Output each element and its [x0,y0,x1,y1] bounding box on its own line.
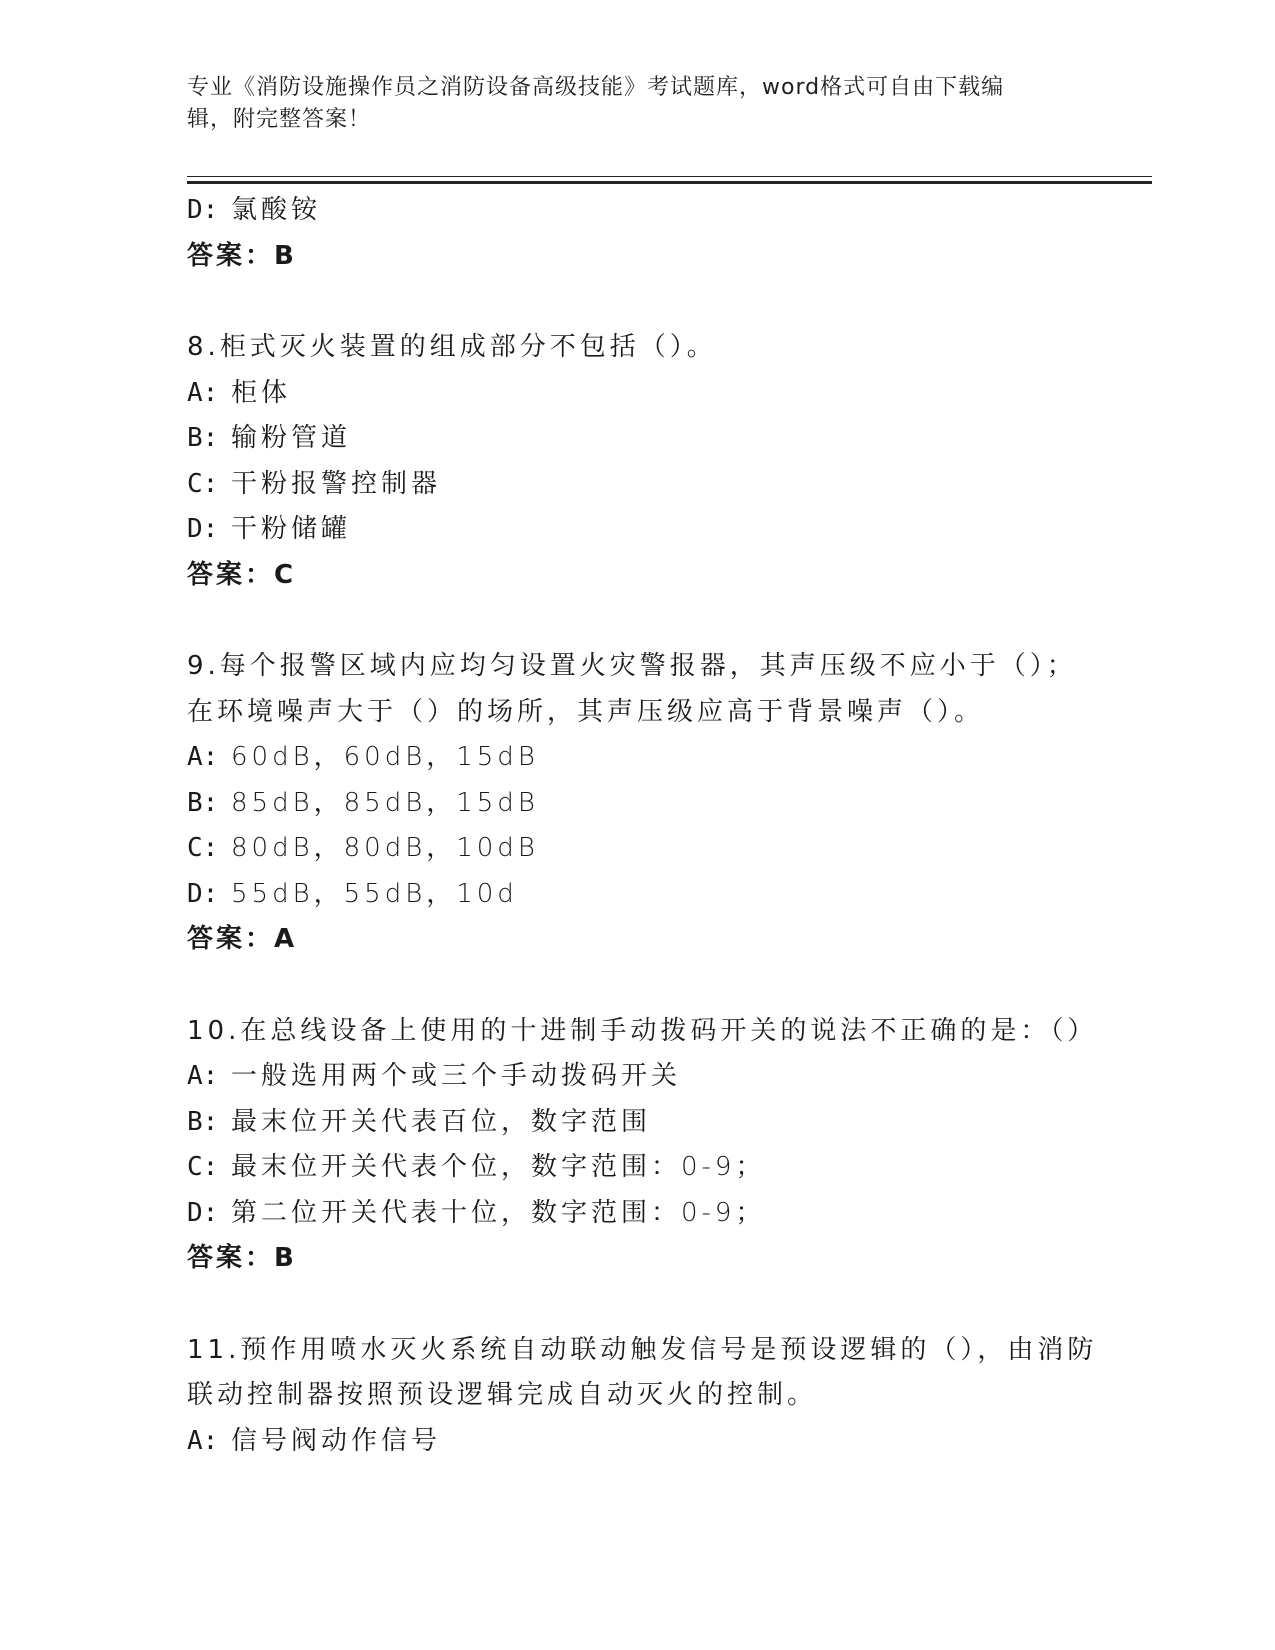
answer-line: 答案：A [187,924,298,954]
option-row [187,188,1087,234]
header-line-1: 专业《消防设施操作员之消防设备高级技能》考试题库，word格式可自由下载编 [187,75,1005,100]
option-row [187,826,1087,872]
question-text: 联动控制器按照预设逻辑完成自动灭火的控制。 [187,1380,818,1410]
option-label: B: [187,787,219,818]
option-row [187,1419,1087,1465]
question-text: 10.在总线设备上使用的十进制手动拨码开关的说法不正确的是：（） [187,1015,1098,1046]
option-label: D: [187,514,219,544]
option-label: C: [187,833,219,863]
option-label: B: [187,423,219,453]
question-block [187,1009,1098,1282]
option-label: D: [187,195,219,225]
header-line-2: 辑，附完整答案！ [187,107,372,132]
option-text: 最末位开关代表个位，数字范围：0-9； [231,1152,766,1182]
option-row [187,781,1087,827]
option-label: D: [187,878,219,909]
option-text: 80dB，80dB，10dB [231,833,539,863]
question-block [187,325,1087,598]
option-text: 第二位开关代表十位，数字范围：0-9； [231,1197,766,1228]
question-block [187,644,1087,963]
option-row [187,462,1087,508]
option-row [187,1145,1087,1191]
question-block [187,188,1087,279]
option-text: 输粉管道 [231,423,352,453]
spacer [187,279,1087,325]
option-label: A: [187,1425,219,1456]
question-text: 在环境噪声大于（）的场所，其声压级应高于背景噪声（）。 [187,696,985,727]
spacer [187,963,1087,1009]
option-text: 氯酸铵 [231,195,322,225]
question-text: 11.预作用喷水灭火系统自动联动触发信号是预设逻辑的（），由消防 [187,1334,1098,1365]
document-header [187,72,1087,136]
question-text: 9.每个报警区域内应均匀设置火灾警报器，其声压级不应小于（）； [187,651,1077,681]
option-label: A: [187,377,219,408]
answer-line: 答案：C [187,559,297,590]
option-text: 一般选用两个或三个手动拨码开关 [231,1061,682,1091]
option-text: 柜体 [231,377,292,408]
option-label: A: [187,742,219,772]
header-divider-thin [187,176,1152,177]
question-list [187,188,1098,1464]
option-row [187,416,1087,462]
option-label: A: [187,1061,219,1091]
option-text: 55dB，55dB，10d [231,878,518,909]
answer-line: 答案：B [187,1243,297,1273]
option-text: 60dB，60dB，15dB [231,742,539,772]
option-text: 信号阀动作信号 [231,1425,442,1456]
option-text: 85dB，85dB，15dB [231,787,539,818]
option-row [187,371,1087,417]
spacer [187,598,1087,644]
option-label: D: [187,1197,219,1228]
spacer [187,1282,1087,1328]
header-divider-thick [187,181,1152,184]
option-text: 干粉报警控制器 [231,468,442,499]
question-block [187,1328,1098,1465]
option-label: C: [187,1152,219,1182]
option-row [187,1054,1087,1100]
option-label: B: [187,1106,219,1137]
option-row [187,735,1087,781]
option-row [187,1191,1087,1237]
option-row [187,872,1087,918]
option-label: C: [187,468,219,499]
option-text: 干粉储罐 [231,514,352,544]
option-row [187,1100,1087,1146]
option-text: 最末位开关代表百位，数字范围 [231,1106,652,1137]
answer-line: 答案：B [187,240,297,271]
question-text: 8.柜式灭火装置的组成部分不包括（）。 [187,332,717,362]
option-row [187,507,1087,553]
